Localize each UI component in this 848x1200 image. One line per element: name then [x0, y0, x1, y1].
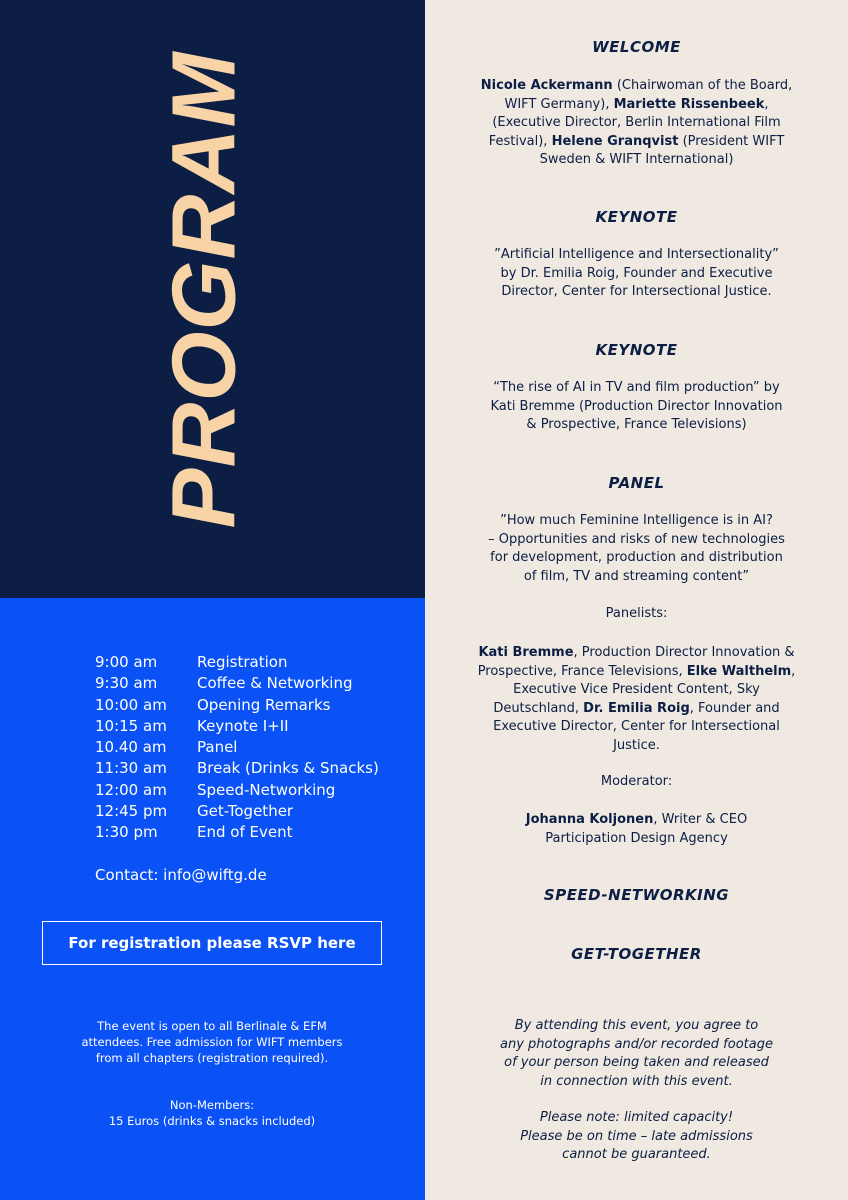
keynote1-heading: KEYNOTE — [595, 208, 678, 226]
schedule-row — [95, 673, 379, 694]
text-line: of your person being taken and released — [504, 1055, 769, 1070]
panelists-label: Panelists: — [605, 606, 668, 621]
schedule-item: Panel — [197, 738, 238, 757]
keynote1-text — [425, 246, 848, 302]
text-line: Kati Bremme (Production Director Innovation — [490, 398, 783, 414]
panelist-role: , Founder and Executive Director, Center for Intersectional Justice. — [493, 700, 780, 753]
note-line: Non-Members: — [169, 1098, 255, 1112]
speaker-role: (Chairwoman of the Board, WIFT Germany), — [504, 78, 793, 112]
schedule-item: Speed-Networking — [197, 780, 336, 799]
nonmembers-note — [42, 1097, 382, 1129]
welcome-heading: WELCOME — [592, 38, 681, 56]
moderator-name: Johanna Koljonen — [525, 812, 654, 827]
text-line: – Opportunities and risks of new technologies — [488, 531, 785, 547]
schedule-item: Keynote I+II — [197, 716, 289, 735]
text-line: Please note: limited capacity! — [539, 1110, 734, 1125]
schedule-item: Registration — [197, 653, 288, 671]
note-line: The event is open to all Berlinale & EFM — [97, 1019, 327, 1033]
speaker-role: , (Executive Director, Berlin International Film Festival), — [488, 96, 781, 149]
text-line: in connection with this event. — [540, 1073, 733, 1089]
schedule-item: Opening Remarks — [197, 695, 331, 714]
text-line: for development, production and distribution — [490, 550, 783, 565]
speaker-role: (President WIFT Sweden & WIFT International) — [539, 133, 785, 167]
schedule-row — [95, 801, 379, 822]
text-line: & Prospective, France Televisions) — [526, 417, 747, 432]
note-line: 15 Euros (drinks & snacks included) — [108, 1114, 316, 1128]
panelist-role: , Production Director Innovation & Prospective, France Televisions, — [477, 645, 795, 679]
panel-text — [425, 512, 848, 586]
contact-email[interactable]: Contact: info@wiftg.de — [95, 866, 267, 884]
schedule-time: 1:30 pm — [95, 823, 158, 842]
text-line: “The rise of AI in TV and film production” by — [493, 380, 780, 395]
welcome-speakers — [470, 77, 803, 170]
schedule-row — [95, 652, 379, 673]
schedule-item: Break (Drinks & Snacks) — [197, 759, 379, 778]
schedule-time: 10.40 am — [95, 738, 167, 757]
speaker-name: Nicole Ackermann — [480, 78, 613, 93]
schedule-item: End of Event — [197, 823, 293, 842]
schedule-time: 10:00 am — [95, 695, 167, 714]
left-top-panel — [0, 0, 425, 598]
schedule-row — [95, 780, 379, 801]
schedule-item: Coffee & Networking — [197, 674, 353, 693]
get-together-heading: GET-TOGETHER — [571, 945, 702, 963]
photo-disclaimer — [425, 1017, 848, 1091]
text-line: Director, Center for Intersectional Justice. — [501, 284, 772, 299]
text-line: cannot be guaranteed. — [562, 1147, 711, 1162]
panelist-name: Elke Walthelm — [686, 663, 792, 679]
panelist-name: Dr. Emilia Roig — [583, 700, 690, 716]
note-line: from all chapters (registration required). — [95, 1051, 329, 1065]
text-line: Please be on time – late admissions — [520, 1128, 753, 1144]
panelist-role: , Executive Vice President Content, Sky Deutschland, — [493, 663, 796, 716]
text-line: of film, TV and streaming content” — [523, 568, 750, 584]
moderator-company: Participation Design Agency — [545, 830, 728, 846]
moderator-role: , Writer & CEO — [653, 812, 748, 827]
speed-networking-heading: SPEED-NETWORKING — [543, 886, 730, 904]
schedule-item: Get-Together — [197, 802, 294, 821]
keynote2-text — [425, 379, 848, 435]
text-line: any photographs and/or recorded footage — [500, 1036, 773, 1052]
text-line: ”How much Feminine Intelligence is in AI? — [500, 513, 773, 528]
schedule-time: 11:30 am — [95, 759, 167, 778]
admission-note — [42, 1018, 382, 1066]
schedule-row — [95, 716, 379, 737]
schedule-row — [95, 758, 379, 779]
panel-heading: PANEL — [608, 474, 665, 492]
schedule-row — [95, 737, 379, 758]
capacity-note — [425, 1109, 848, 1165]
schedule-time: 9:30 am — [95, 674, 158, 693]
moderator-info — [425, 811, 848, 848]
schedule-time: 9:00 am — [95, 653, 158, 671]
schedule-time: 12:45 pm — [95, 802, 168, 821]
program-details-panel — [425, 0, 848, 1200]
schedule-time: 12:00 am — [95, 780, 167, 799]
panelists-list — [475, 644, 798, 755]
rsvp-button[interactable]: For registration please RSVP here — [42, 921, 382, 965]
schedule-row — [95, 822, 379, 843]
speaker-name: Mariette Rissenbeek — [613, 96, 765, 112]
schedule-list — [95, 652, 379, 844]
schedule-time: 10:15 am — [95, 716, 167, 735]
moderator-label: Moderator: — [600, 774, 673, 789]
panelist-name: Kati Bremme — [478, 645, 574, 660]
note-line: attendees. Free admission for WIFT members — [81, 1035, 343, 1049]
text-line: ”Artificial Intelligence and Intersectionality” — [494, 247, 779, 262]
text-line: by Dr. Emilia Roig, Founder and Executive — [500, 265, 773, 281]
keynote2-heading: KEYNOTE — [595, 341, 678, 359]
text-line: By attending this event, you agree to — [514, 1018, 759, 1033]
schedule-row — [95, 695, 379, 716]
speaker-name: Helene Granqvist — [551, 133, 679, 149]
program-title: PROGRAM — [154, 51, 255, 529]
title-area — [0, 0, 425, 598]
